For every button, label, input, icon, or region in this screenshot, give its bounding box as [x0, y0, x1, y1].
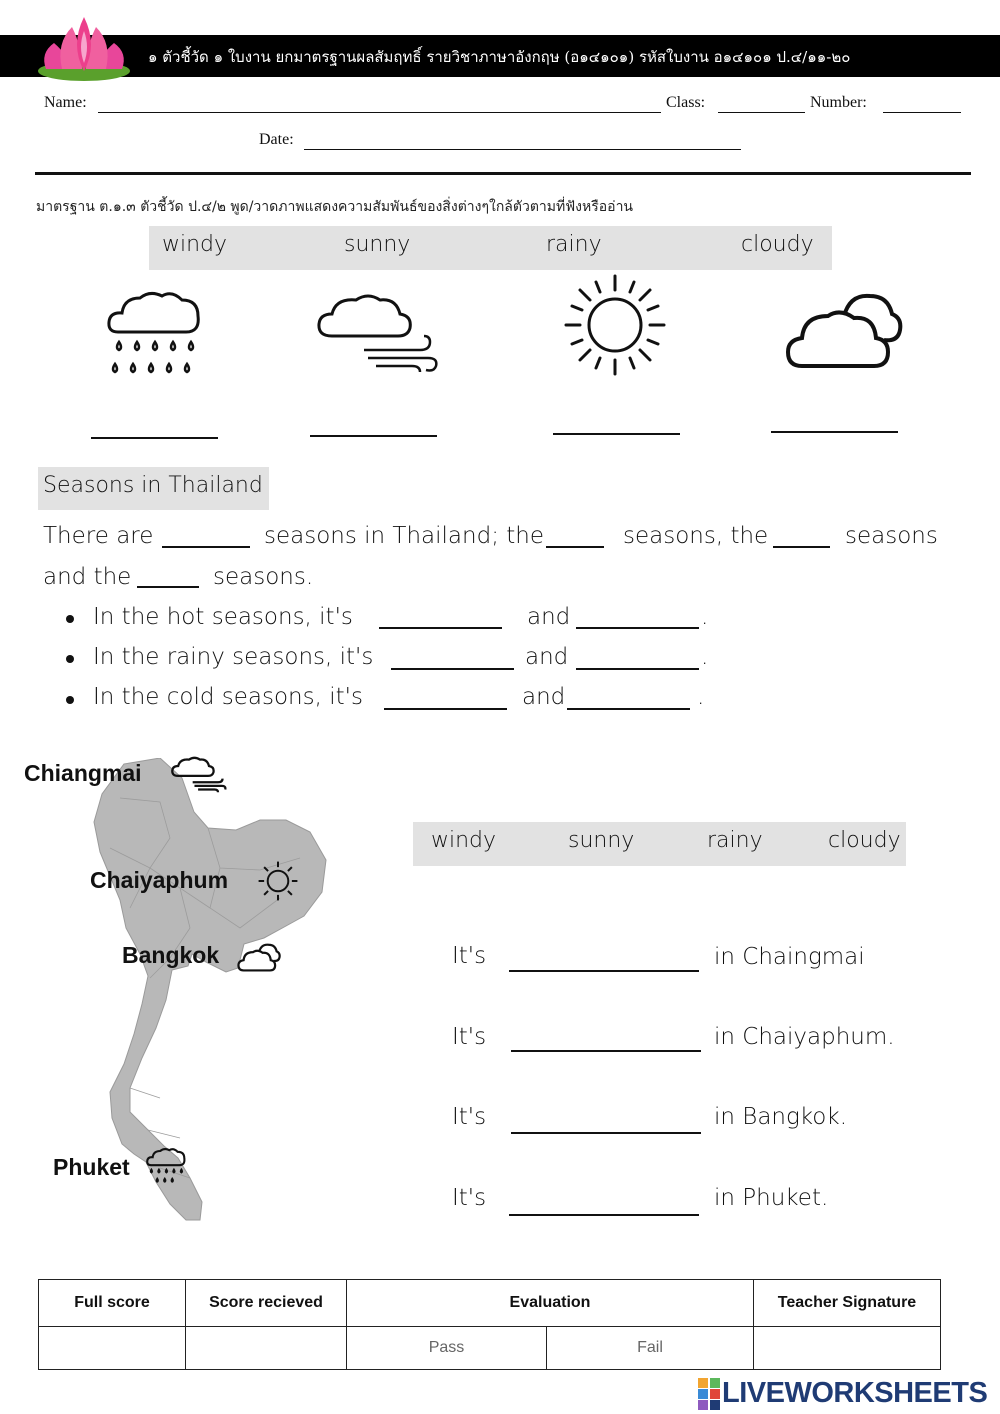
- sentence-blank[interactable]: [509, 970, 699, 972]
- seasons-blank[interactable]: [773, 546, 830, 548]
- city-label-bangkok: Bangkok: [122, 942, 220, 968]
- bullet-blank[interactable]: [576, 668, 699, 670]
- score-received-header: Score recieved: [186, 1280, 347, 1327]
- word-bank-word: cloudy: [741, 232, 814, 257]
- seasons-text: seasons.: [213, 564, 314, 590]
- sun-icon: [562, 272, 668, 378]
- sentence-its: It's: [452, 1104, 487, 1130]
- word-bank-word: sunny: [344, 232, 411, 257]
- liveworksheets-brand: LIVEWORKSHEETS: [722, 1377, 988, 1409]
- sun-icon: [257, 860, 299, 902]
- pass-cell: Pass: [347, 1327, 547, 1370]
- wind-cloud-icon: [316, 292, 440, 376]
- seasons-title-box: [38, 467, 269, 510]
- icon-answer-blank[interactable]: [771, 431, 898, 433]
- icon-answer-blank[interactable]: [553, 433, 680, 435]
- word-bank-word: sunny: [568, 828, 635, 853]
- icon-answer-blank[interactable]: [91, 437, 218, 439]
- seasons-title: Seasons in Thailand: [43, 473, 263, 498]
- number-field[interactable]: [883, 98, 961, 113]
- header-divider: [35, 172, 971, 175]
- name-field[interactable]: [98, 98, 661, 113]
- sentence-blank[interactable]: [511, 1132, 701, 1134]
- bullet-text: and: [527, 604, 571, 630]
- bullet-blank[interactable]: [576, 627, 699, 629]
- word-bank-top: [149, 226, 832, 270]
- sentence-blank[interactable]: [509, 1214, 699, 1216]
- bullet-blank[interactable]: [384, 708, 507, 710]
- seasons-text: seasons in Thailand; the: [264, 523, 545, 549]
- bullet-blank[interactable]: [567, 708, 690, 710]
- word-bank-word: windy: [162, 232, 228, 257]
- bullet-blank[interactable]: [379, 627, 502, 629]
- seasons-text: seasons: [845, 523, 938, 549]
- bullet-text: and: [522, 684, 566, 710]
- seasons-text: seasons, the: [623, 523, 769, 549]
- class-label: Class:: [666, 94, 706, 111]
- bullet-text: .: [701, 604, 709, 630]
- icon-answer-blank[interactable]: [310, 435, 437, 437]
- teacher-signature-header: Teacher Signature: [754, 1280, 941, 1327]
- cloud-icon: [237, 941, 281, 972]
- sentence-blank[interactable]: [511, 1050, 701, 1052]
- rain-cloud-icon: [104, 286, 204, 382]
- bullet-text: .: [697, 684, 705, 710]
- sentence-its: It's: [452, 1024, 487, 1050]
- name-label: Name:: [44, 94, 87, 111]
- city-label-chaiyaphum: Chaiyaphum: [90, 867, 229, 893]
- sentence-its: It's: [452, 943, 487, 969]
- bullet-text: In the rainy seasons, it's: [93, 644, 374, 670]
- class-field[interactable]: [718, 98, 805, 113]
- wind-cloud-icon: [170, 756, 228, 794]
- seasons-text: There are: [43, 523, 154, 549]
- bullet-text: and: [525, 644, 569, 670]
- cloud-icon: [784, 286, 904, 370]
- bullet-text: .: [701, 644, 709, 670]
- word-bank-word: rainy: [707, 828, 763, 853]
- sentence-location: in Phuket.: [714, 1185, 829, 1211]
- teacher-signature-cell: [754, 1327, 941, 1370]
- bullet-dot: [66, 696, 74, 704]
- seasons-blank[interactable]: [162, 546, 250, 548]
- seasons-blank[interactable]: [546, 546, 604, 548]
- bullet-dot: [66, 615, 74, 623]
- word-bank-bottom: [413, 822, 906, 866]
- bullet-text: In the cold seasons, it's: [93, 684, 363, 710]
- word-bank-word: rainy: [546, 232, 602, 257]
- lotus-logo-icon: [32, 13, 136, 85]
- score-received-cell: [186, 1327, 347, 1370]
- full-score-header: Full score: [39, 1280, 186, 1327]
- header-banner-text: ๑ ตัวชี้วัด ๑ ใบงาน ยกมาตรฐานผลสัมฤทธิ์ รายวิชาภาษาอังกฤษ (อ๑๔๑๐๑) รหัสใบงาน อ๑๔๑๐๑ ป.๔/๑๑-๒๐: [148, 48, 851, 66]
- seasons-text: and the: [43, 564, 132, 590]
- bullet-blank[interactable]: [391, 668, 514, 670]
- word-bank-word: windy: [431, 828, 497, 853]
- fail-cell: Fail: [547, 1327, 754, 1370]
- score-table: [38, 1279, 941, 1370]
- standard-indicator-text: มาตรฐาน ต.๑.๓ ตัวชี้วัด ป.๔/๒ พูด/วาดภาพแสดงความสัมพันธ์ของสิ่งต่างๆใกล้ตัวตามที่ฟังหรืออ่าน: [36, 199, 633, 215]
- city-label-phuket: Phuket: [53, 1154, 130, 1180]
- evaluation-header: Evaluation: [347, 1280, 754, 1327]
- date-field[interactable]: [304, 135, 741, 150]
- sentence-location: in Bangkok.: [714, 1104, 848, 1130]
- sentence-location: in Chaingmai: [714, 944, 865, 970]
- sentence-location: in Chaiyaphum.: [714, 1024, 895, 1050]
- rain-cloud-icon: [145, 1146, 187, 1186]
- sentence-its: It's: [452, 1185, 487, 1211]
- bullet-dot: [66, 655, 74, 663]
- city-label-chiangmai: Chiangmai: [24, 760, 142, 786]
- seasons-blank[interactable]: [137, 586, 199, 588]
- liveworksheets-logo-icon: [698, 1378, 720, 1410]
- number-label: Number:: [810, 94, 867, 111]
- word-bank-word: cloudy: [828, 828, 901, 853]
- date-label: Date:: [259, 131, 294, 148]
- bullet-text: In the hot seasons, it's: [93, 604, 353, 630]
- full-score-cell: [39, 1327, 186, 1370]
